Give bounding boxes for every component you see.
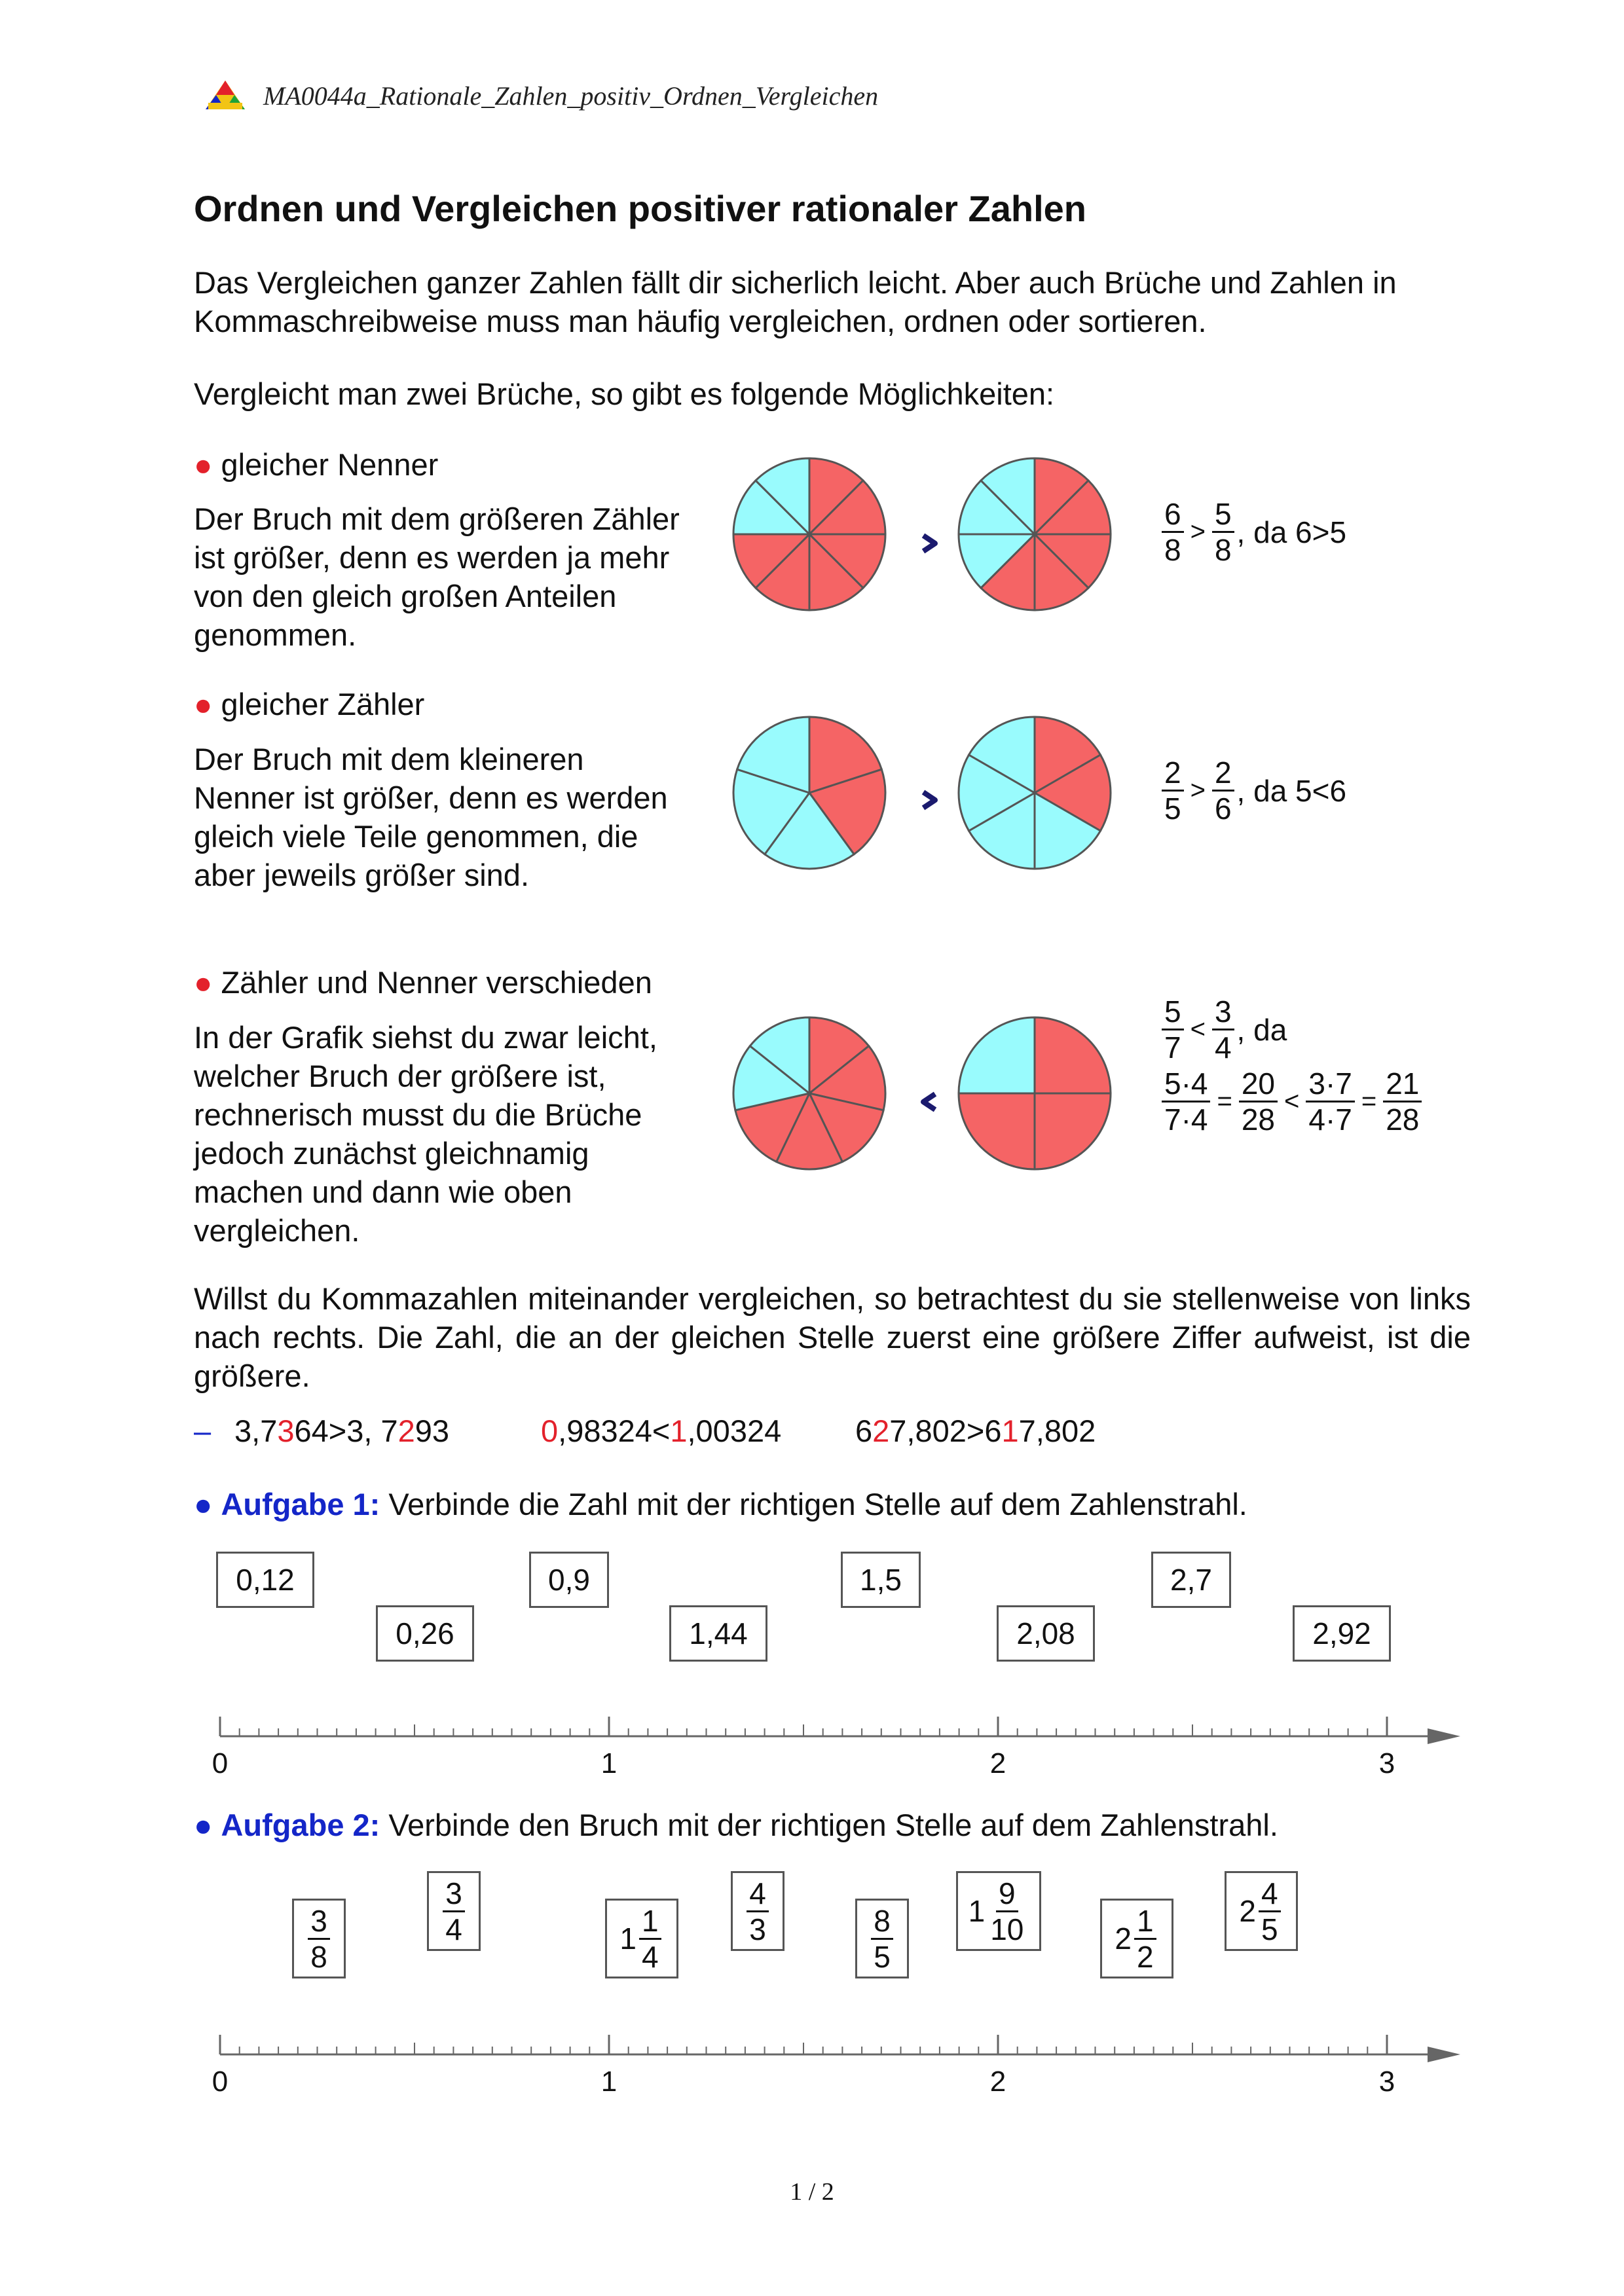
number-card[interactable]: 0,9 <box>529 1552 609 1608</box>
document-filename: MA0044a_Rationale_Zahlen_positiv_Ordnen_Vergleichen <box>263 81 879 111</box>
axis-label-2: 2 <box>989 1747 1006 1779</box>
fraction-card[interactable]: $\frac{4}{3}$ <box>731 1871 784 1951</box>
task1-heading: ● Aufgabe 1: Verbinde die Zahl mit der richtigen Stelle auf dem Zahlenstrahl. <box>194 1487 1247 1522</box>
pie-slice <box>959 1093 1035 1169</box>
pie-case2-left <box>733 717 885 869</box>
colored-triangle-logo <box>204 79 246 112</box>
fraction-card[interactable]: $\frac{3}{8}$ <box>292 1899 346 1978</box>
decimal-example-2: 0,98324<1,00324 <box>541 1413 782 1448</box>
fraction-card[interactable]: 1 $\frac{1}{4}$ <box>605 1899 678 1978</box>
fraction-card[interactable]: 1 $\frac{9}{10}$ <box>956 1871 1041 1951</box>
bullet-icon: ● <box>194 687 213 721</box>
pie-case3-right <box>959 1017 1111 1169</box>
decimal-paragraph: Willst du Kommazahlen miteinander vergleichen, so betrachtest du sie stellenweise von links nach rechts. Die Zahl, die an der gleichen Stelle zuerst eine größere Ziffer aufweist, ist die größere. <box>194 1281 1471 1393</box>
dash-marker: – <box>194 1413 212 1448</box>
page-title: Ordnen und Vergleichen positiver rationaler Zahlen <box>194 188 1086 229</box>
case1-text: Der Bruch mit dem größeren Zähler ist größer, denn es werden ja mehr von den gleich großen Anteilen genommen. <box>194 501 680 652</box>
bullet-icon: ● <box>194 1808 213 1842</box>
case3-formula-expanded: $\frac{5\cdot 4}{7\cdot 4}$ = $\frac{20}{28}$ < $\frac{3\cdot 7}{4\cdot 7}$ = $\frac{21}{28}$ <box>1159 1068 1424 1135</box>
arrow-right-icon <box>1428 2047 1460 2062</box>
fraction-card[interactable]: 2 $\frac{4}{5}$ <box>1225 1871 1298 1951</box>
intro-paragraph: Das Vergleichen ganzer Zahlen fällt dir sicherlich leicht. Aber auch Brüche und Zahlen in Kommaschreibweise muss man häufig vergleichen, ordnen oder sortieren. <box>194 265 1397 338</box>
decimal-example-1: 3,7364>3, 7293 <box>234 1413 450 1448</box>
pie-slice <box>1035 1093 1111 1169</box>
fraction-card[interactable]: $\frac{8}{5}$ <box>855 1899 909 1978</box>
number-line-2[interactable] <box>196 2020 1467 2105</box>
number-card[interactable]: 1,5 <box>841 1552 921 1608</box>
bullet-icon: ● <box>194 965 213 1000</box>
case3-formula: $\frac{5}{7}$ < $\frac{3}{4}$ , da <box>1159 996 1287 1063</box>
page-header <box>204 77 878 114</box>
bullet-icon: ● <box>194 447 213 482</box>
bullet-icon: ● <box>194 1487 213 1522</box>
fraction-card[interactable]: 2 $\frac{1}{2}$ <box>1100 1899 1173 1978</box>
case1-formula: $\frac{6}{8}$ > $\frac{5}{8}$ , da 6>5 <box>1159 499 1346 565</box>
fraction-pies <box>727 445 1133 1231</box>
axis-label-3: 3 <box>1378 1747 1395 1779</box>
pie-case1-right <box>959 458 1111 610</box>
case2-text: Der Bruch mit dem kleineren Nenner ist größer, denn es werden gleich viele Teile genommen, die aber jeweils größer sind. <box>194 742 668 892</box>
fraction-card[interactable]: $\frac{3}{4}$ <box>427 1871 481 1951</box>
pie-slice <box>959 1017 1035 1093</box>
pie-slice <box>1035 1017 1111 1093</box>
number-line-ticks <box>220 2035 1460 2062</box>
page-number: 1 / 2 <box>790 2178 834 2206</box>
number-line-ticks <box>220 1717 1460 1744</box>
greater-than-chevron-icon <box>923 536 935 551</box>
greater-than-chevron-icon <box>923 792 935 808</box>
task2-heading: ● Aufgabe 2: Verbinde den Bruch mit der richtigen Stelle auf dem Zahlenstrahl. <box>194 1808 1278 1842</box>
axis-label-1: 1 <box>600 2066 618 2098</box>
lead-paragraph: Vergleicht man zwei Brüche, so gibt es folgende Möglichkeiten: <box>194 376 1055 411</box>
pie-case1-left <box>733 458 885 610</box>
number-card[interactable]: 1,44 <box>669 1605 767 1662</box>
number-card[interactable]: 0,26 <box>376 1605 474 1662</box>
number-card[interactable]: 2,08 <box>997 1605 1095 1662</box>
case1-heading: ● gleicher Nenner <box>194 447 439 482</box>
case3-text: In der Grafik siehst du zwar leicht, welcher Bruch der größere ist, rechnerisch musst du die Brüche jedoch zunächst gleichnamig machen und dann wie oben vergleichen. <box>194 1020 657 1248</box>
number-card[interactable]: 0,12 <box>216 1552 314 1608</box>
case2-formula: $\frac{2}{5}$ > $\frac{2}{6}$ , da 5<6 <box>1159 757 1346 824</box>
axis-label-3: 3 <box>1378 2066 1395 2098</box>
number-line-1[interactable] <box>196 1702 1467 1787</box>
decimal-examples <box>194 1412 1096 1450</box>
axis-label-2: 2 <box>989 2066 1006 2098</box>
pie-case2-right <box>959 717 1111 869</box>
axis-label-0: 0 <box>212 2066 229 2098</box>
axis-label-1: 1 <box>600 1747 618 1779</box>
decimal-example-3: 627,802>617,802 <box>855 1413 1096 1448</box>
case3-heading: ● Zähler und Nenner verschieden <box>194 965 652 1000</box>
number-card[interactable]: 2,92 <box>1293 1605 1391 1662</box>
axis-label-0: 0 <box>212 1747 229 1779</box>
case2-heading: ● gleicher Zähler <box>194 687 425 721</box>
arrow-right-icon <box>1428 1728 1460 1744</box>
pie-case3-left <box>733 1017 885 1169</box>
less-than-chevron-icon <box>923 1094 935 1110</box>
number-card[interactable]: 2,7 <box>1151 1552 1231 1608</box>
